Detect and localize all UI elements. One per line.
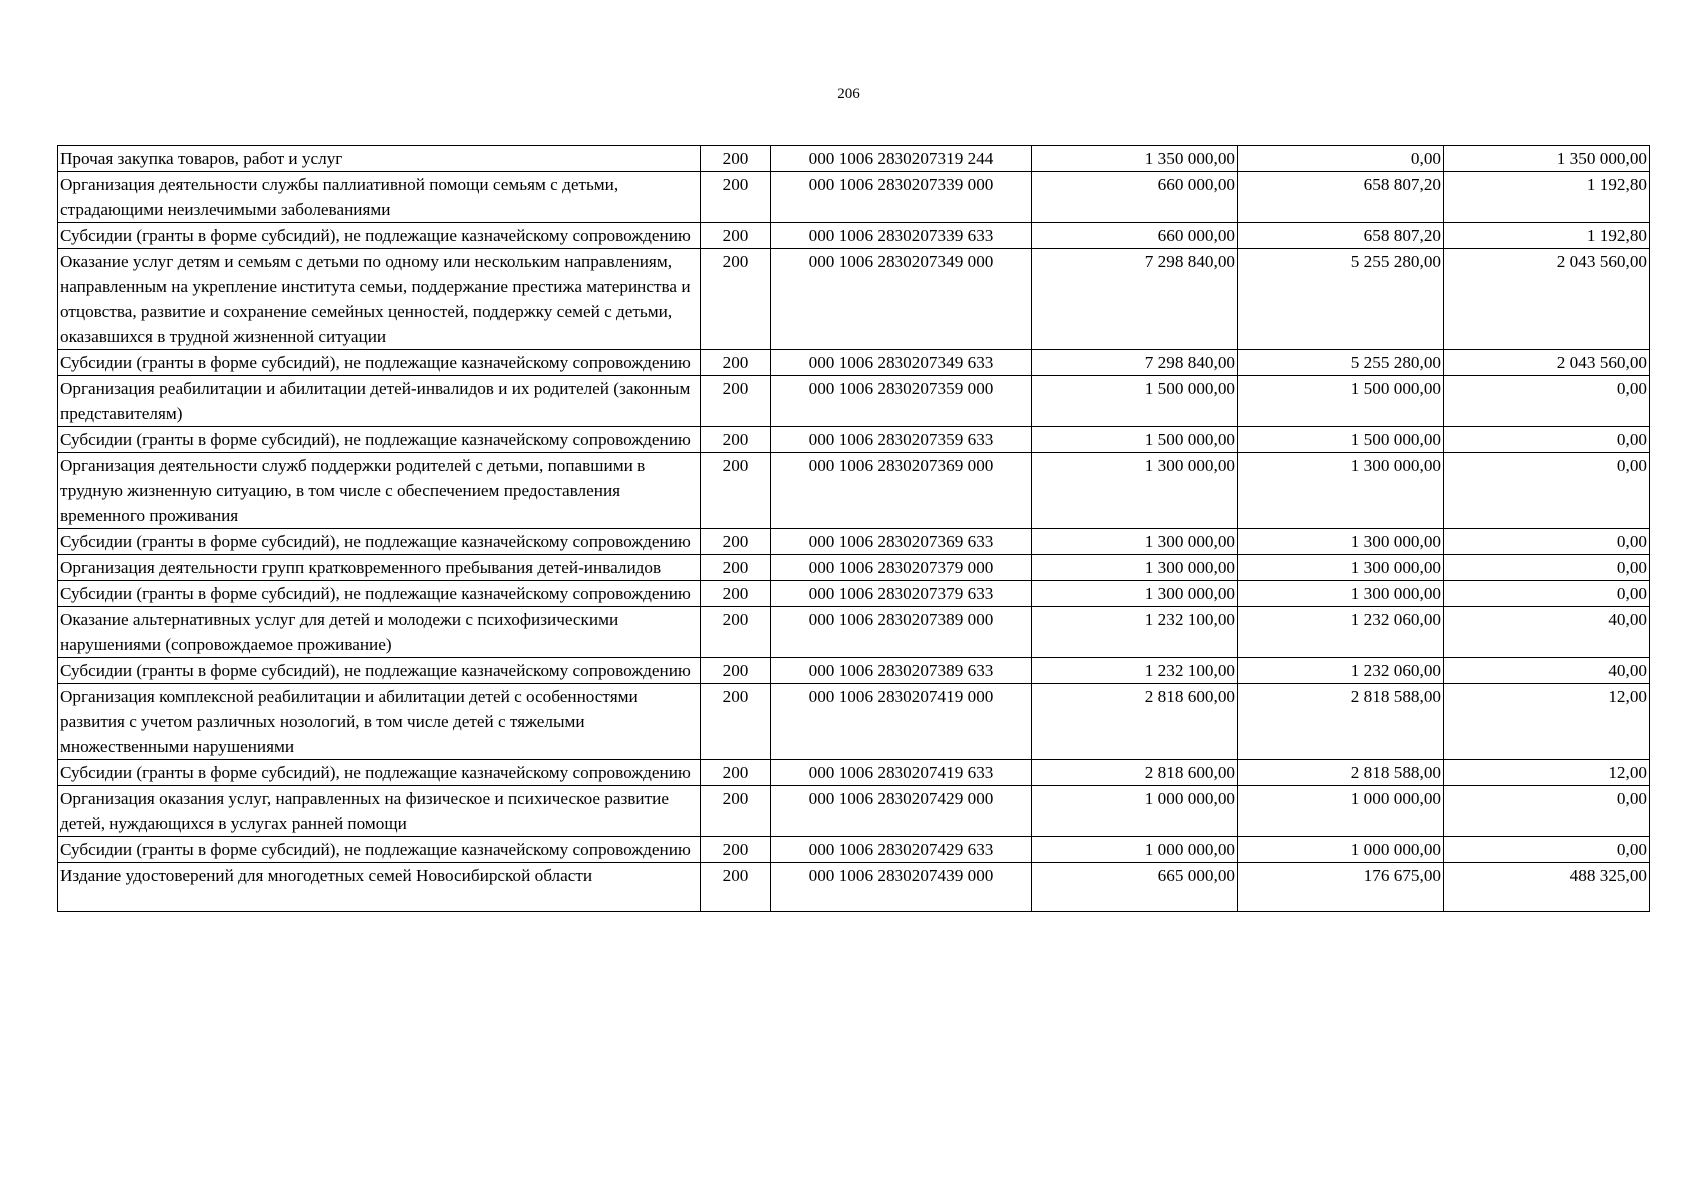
row-approved: 7 298 840,00	[1032, 249, 1238, 350]
row-name: Прочая закупка товаров, работ и услуг	[58, 146, 701, 172]
row-name: Субсидии (гранты в форме субсидий), не подлежащие казначейскому сопровождению	[58, 760, 701, 786]
row-line-code: 200	[701, 760, 771, 786]
row-approved: 660 000,00	[1032, 223, 1238, 249]
table-row	[58, 658, 1650, 684]
row-budget-code: 000 1006 2830207419 633	[771, 760, 1032, 786]
row-approved: 1 232 100,00	[1032, 607, 1238, 658]
row-executed: 1 500 000,00	[1238, 376, 1444, 427]
row-approved: 1 000 000,00	[1032, 786, 1238, 837]
row-budget-code: 000 1006 2830207319 244	[771, 146, 1032, 172]
row-name: Субсидии (гранты в форме субсидий), не подлежащие казначейскому сопровождению	[58, 223, 701, 249]
row-name: Субсидии (гранты в форме субсидий), не подлежащие казначейскому сопровождению	[58, 427, 701, 453]
row-executed: 1 000 000,00	[1238, 786, 1444, 837]
table-row	[58, 555, 1650, 581]
row-executed: 0,00	[1238, 146, 1444, 172]
row-budget-code: 000 1006 2830207349 000	[771, 249, 1032, 350]
row-approved: 1 350 000,00	[1032, 146, 1238, 172]
table-row	[58, 760, 1650, 786]
row-unexecuted: 40,00	[1444, 607, 1650, 658]
row-name: Организация реабилитации и абилитации детей-инвалидов и их родителей (законным представителям)	[58, 376, 701, 427]
row-line-code: 200	[701, 658, 771, 684]
row-name: Организация комплексной реабилитации и абилитации детей с особенностями развития с учетом различных нозологий, в том числе детей с тяжелыми множественными нарушениями	[58, 684, 701, 760]
row-approved: 1 000 000,00	[1032, 837, 1238, 863]
row-budget-code: 000 1006 2830207349 633	[771, 350, 1032, 376]
row-line-code: 200	[701, 529, 771, 555]
table-row	[58, 581, 1650, 607]
row-unexecuted: 2 043 560,00	[1444, 249, 1650, 350]
row-budget-code: 000 1006 2830207419 000	[771, 684, 1032, 760]
row-executed: 5 255 280,00	[1238, 350, 1444, 376]
row-budget-code: 000 1006 2830207379 000	[771, 555, 1032, 581]
row-approved: 7 298 840,00	[1032, 350, 1238, 376]
budget-execution-table	[57, 145, 1650, 912]
row-budget-code: 000 1006 2830207369 633	[771, 529, 1032, 555]
row-unexecuted: 0,00	[1444, 581, 1650, 607]
row-executed: 1 300 000,00	[1238, 581, 1444, 607]
row-approved: 2 818 600,00	[1032, 684, 1238, 760]
table-row	[58, 453, 1650, 529]
row-line-code: 200	[701, 837, 771, 863]
row-name: Организация оказания услуг, направленных на физическое и психическое развитие детей, нуждающихся в услугах ранней помощи	[58, 786, 701, 837]
row-approved: 1 300 000,00	[1032, 555, 1238, 581]
row-budget-code: 000 1006 2830207379 633	[771, 581, 1032, 607]
table-row	[58, 172, 1650, 223]
table-row	[58, 837, 1650, 863]
row-executed: 5 255 280,00	[1238, 249, 1444, 350]
row-name: Организация деятельности служб поддержки родителей с детьми, попавшими в трудную жизненную ситуацию, в том числе с обеспечением предоставления временного проживания	[58, 453, 701, 529]
row-unexecuted: 1 350 000,00	[1444, 146, 1650, 172]
row-line-code: 200	[701, 376, 771, 427]
row-executed: 1 500 000,00	[1238, 427, 1444, 453]
row-executed: 1 232 060,00	[1238, 658, 1444, 684]
row-line-code: 200	[701, 684, 771, 760]
row-unexecuted: 0,00	[1444, 555, 1650, 581]
page-number: 206	[837, 86, 860, 102]
row-unexecuted: 0,00	[1444, 376, 1650, 427]
row-name: Субсидии (гранты в форме субсидий), не подлежащие казначейскому сопровождению	[58, 350, 701, 376]
table-row	[58, 607, 1650, 658]
row-budget-code: 000 1006 2830207429 000	[771, 786, 1032, 837]
row-line-code: 200	[701, 555, 771, 581]
row-budget-code: 000 1006 2830207339 633	[771, 223, 1032, 249]
row-unexecuted: 0,00	[1444, 453, 1650, 529]
row-executed: 658 807,20	[1238, 223, 1444, 249]
row-unexecuted: 0,00	[1444, 786, 1650, 837]
row-name: Субсидии (гранты в форме субсидий), не подлежащие казначейскому сопровождению	[58, 837, 701, 863]
row-executed: 176 675,00	[1238, 863, 1444, 912]
row-approved: 2 818 600,00	[1032, 760, 1238, 786]
row-unexecuted: 12,00	[1444, 760, 1650, 786]
row-unexecuted: 0,00	[1444, 837, 1650, 863]
row-line-code: 200	[701, 453, 771, 529]
row-budget-code: 000 1006 2830207359 633	[771, 427, 1032, 453]
row-unexecuted: 0,00	[1444, 427, 1650, 453]
table-row	[58, 863, 1650, 912]
row-approved: 1 500 000,00	[1032, 376, 1238, 427]
table-row	[58, 684, 1650, 760]
row-approved: 665 000,00	[1032, 863, 1238, 912]
row-budget-code: 000 1006 2830207429 633	[771, 837, 1032, 863]
row-budget-code: 000 1006 2830207359 000	[771, 376, 1032, 427]
row-unexecuted: 40,00	[1444, 658, 1650, 684]
row-approved: 1 232 100,00	[1032, 658, 1238, 684]
table-row	[58, 786, 1650, 837]
row-budget-code: 000 1006 2830207369 000	[771, 453, 1032, 529]
table-row	[58, 146, 1650, 172]
row-executed: 1 000 000,00	[1238, 837, 1444, 863]
row-approved: 1 500 000,00	[1032, 427, 1238, 453]
row-executed: 1 232 060,00	[1238, 607, 1444, 658]
row-budget-code: 000 1006 2830207389 633	[771, 658, 1032, 684]
row-name: Оказание альтернативных услуг для детей и молодежи с психофизическими нарушениями (сопровождаемое проживание)	[58, 607, 701, 658]
row-executed: 1 300 000,00	[1238, 529, 1444, 555]
row-name: Субсидии (гранты в форме субсидий), не подлежащие казначейскому сопровождению	[58, 529, 701, 555]
row-name: Организация деятельности службы паллиативной помощи семьям с детьми, страдающими неизлечимыми заболеваниями	[58, 172, 701, 223]
row-name: Организация деятельности групп кратковременного пребывания детей-инвалидов	[58, 555, 701, 581]
table-row	[58, 350, 1650, 376]
row-line-code: 200	[701, 863, 771, 912]
row-approved: 1 300 000,00	[1032, 453, 1238, 529]
row-line-code: 200	[701, 146, 771, 172]
row-executed: 1 300 000,00	[1238, 555, 1444, 581]
row-unexecuted: 1 192,80	[1444, 223, 1650, 249]
row-budget-code: 000 1006 2830207339 000	[771, 172, 1032, 223]
table-row	[58, 427, 1650, 453]
row-unexecuted: 2 043 560,00	[1444, 350, 1650, 376]
row-executed: 2 818 588,00	[1238, 760, 1444, 786]
row-line-code: 200	[701, 786, 771, 837]
row-executed: 2 818 588,00	[1238, 684, 1444, 760]
row-name: Субсидии (гранты в форме субсидий), не подлежащие казначейскому сопровождению	[58, 658, 701, 684]
row-unexecuted: 12,00	[1444, 684, 1650, 760]
row-line-code: 200	[701, 249, 771, 350]
row-line-code: 200	[701, 427, 771, 453]
table-row	[58, 223, 1650, 249]
row-unexecuted: 488 325,00	[1444, 863, 1650, 912]
row-budget-code: 000 1006 2830207389 000	[771, 607, 1032, 658]
row-line-code: 200	[701, 172, 771, 223]
row-line-code: 200	[701, 581, 771, 607]
row-executed: 658 807,20	[1238, 172, 1444, 223]
row-line-code: 200	[701, 350, 771, 376]
row-line-code: 200	[701, 223, 771, 249]
row-unexecuted: 0,00	[1444, 529, 1650, 555]
table-row	[58, 249, 1650, 350]
row-line-code: 200	[701, 607, 771, 658]
row-name: Субсидии (гранты в форме субсидий), не подлежащие казначейскому сопровождению	[58, 581, 701, 607]
row-executed: 1 300 000,00	[1238, 453, 1444, 529]
row-name: Оказание услуг детям и семьям с детьми по одному или нескольким направлениям, направленным на укрепление института семьи, поддержание престижа материнства и отцовства, развитие и сохранение семейных ценностей, поддержку семей с детьми, оказавшихся в трудной жизненной ситуации	[58, 249, 701, 350]
table-row	[58, 529, 1650, 555]
row-approved: 660 000,00	[1032, 172, 1238, 223]
row-approved: 1 300 000,00	[1032, 529, 1238, 555]
row-approved: 1 300 000,00	[1032, 581, 1238, 607]
table-row	[58, 376, 1650, 427]
row-unexecuted: 1 192,80	[1444, 172, 1650, 223]
row-budget-code: 000 1006 2830207439 000	[771, 863, 1032, 912]
row-name: Издание удостоверений для многодетных семей Новосибирской области	[58, 863, 701, 912]
